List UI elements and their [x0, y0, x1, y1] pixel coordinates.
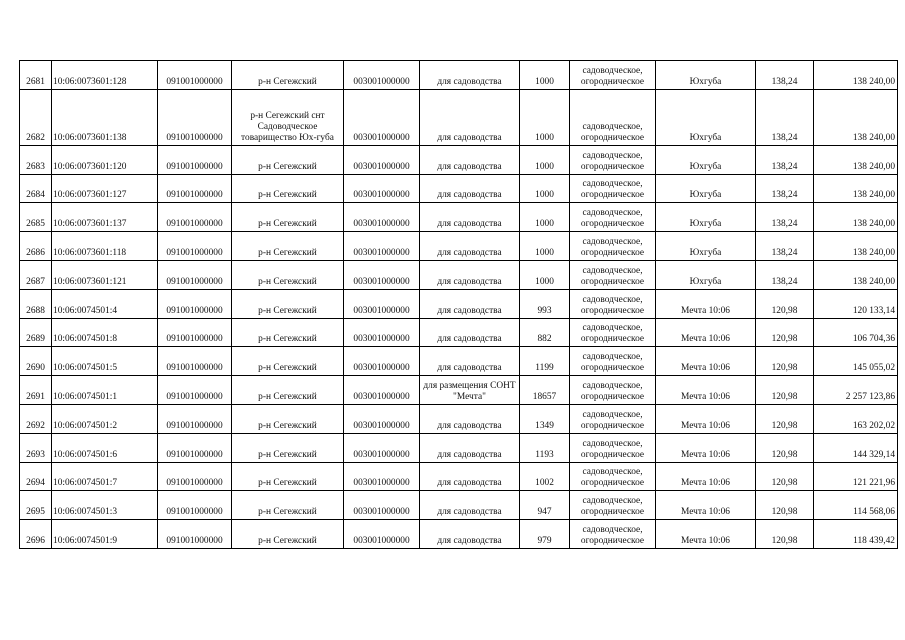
- cadastral-number-cell: 10:06:0073601:120: [52, 145, 158, 174]
- zone-name-cell: Мечта 10:06: [656, 289, 756, 318]
- row-number-cell: 2690: [20, 347, 52, 376]
- address-cell: р-н Сегежский: [232, 174, 344, 203]
- oktmo-cell: 091001000000: [158, 203, 232, 232]
- code-cell: 003001000000: [344, 520, 420, 549]
- category-cell: садоводческое, огородническое: [570, 289, 656, 318]
- specific-value-cell: 138,24: [756, 232, 814, 261]
- oktmo-cell: 091001000000: [158, 260, 232, 289]
- address-cell: р-н Сегежский: [232, 520, 344, 549]
- cadastral-number-cell: 10:06:0073601:128: [52, 61, 158, 90]
- table-row: [20, 376, 898, 405]
- area-cell: 1000: [520, 260, 570, 289]
- cadastral-value-cell: 138 240,00: [814, 145, 898, 174]
- row-number-cell: 2694: [20, 462, 52, 491]
- specific-value-cell: 120,98: [756, 520, 814, 549]
- table-row: [20, 462, 898, 491]
- zone-name-cell: Юхгуба: [656, 260, 756, 289]
- row-number-cell: 2693: [20, 433, 52, 462]
- row-number-cell: 2682: [20, 89, 52, 145]
- address-cell: р-н Сегежский: [232, 203, 344, 232]
- oktmo-cell: 091001000000: [158, 520, 232, 549]
- cadastral-value-cell: 106 704,36: [814, 318, 898, 347]
- oktmo-cell: 091001000000: [158, 462, 232, 491]
- permitted-use-cell: для садоводства: [420, 232, 520, 261]
- row-number-cell: 2691: [20, 376, 52, 405]
- permitted-use-cell: для садоводства: [420, 174, 520, 203]
- row-number-cell: 2692: [20, 404, 52, 433]
- code-cell: 003001000000: [344, 433, 420, 462]
- oktmo-cell: 091001000000: [158, 289, 232, 318]
- permitted-use-cell: для садоводства: [420, 61, 520, 90]
- permitted-use-cell: для садоводства: [420, 491, 520, 520]
- code-cell: 003001000000: [344, 318, 420, 347]
- area-cell: 1349: [520, 404, 570, 433]
- area-cell: 947: [520, 491, 570, 520]
- oktmo-cell: 091001000000: [158, 491, 232, 520]
- code-cell: 003001000000: [344, 145, 420, 174]
- area-cell: 1000: [520, 61, 570, 90]
- area-cell: 1002: [520, 462, 570, 491]
- code-cell: 003001000000: [344, 462, 420, 491]
- cadastral-number-cell: 10:06:0073601:127: [52, 174, 158, 203]
- cadastral-value-cell: 138 240,00: [814, 232, 898, 261]
- area-cell: 993: [520, 289, 570, 318]
- cadastral-number-cell: 10:06:0074501:5: [52, 347, 158, 376]
- zone-name-cell: Юхгуба: [656, 145, 756, 174]
- category-cell: садоводческое, огородническое: [570, 433, 656, 462]
- permitted-use-cell: для садоводства: [420, 89, 520, 145]
- specific-value-cell: 138,24: [756, 61, 814, 90]
- table-row: [20, 89, 898, 145]
- category-cell: садоводческое, огородническое: [570, 145, 656, 174]
- address-cell: р-н Сегежский: [232, 347, 344, 376]
- table-row: [20, 145, 898, 174]
- zone-name-cell: Мечта 10:06: [656, 462, 756, 491]
- category-cell: садоводческое, огородническое: [570, 376, 656, 405]
- row-number-cell: 2683: [20, 145, 52, 174]
- oktmo-cell: 091001000000: [158, 376, 232, 405]
- specific-value-cell: 120,98: [756, 462, 814, 491]
- area-cell: 18657: [520, 376, 570, 405]
- code-cell: 003001000000: [344, 203, 420, 232]
- table-row: [20, 318, 898, 347]
- cadastral-value-cell: 138 240,00: [814, 203, 898, 232]
- zone-name-cell: Мечта 10:06: [656, 318, 756, 347]
- row-number-cell: 2681: [20, 61, 52, 90]
- category-cell: садоводческое, огородническое: [570, 89, 656, 145]
- row-number-cell: 2684: [20, 174, 52, 203]
- address-cell: р-н Сегежский: [232, 404, 344, 433]
- permitted-use-cell: для садоводства: [420, 318, 520, 347]
- permitted-use-cell: для садоводства: [420, 145, 520, 174]
- address-cell: р-н Сегежский: [232, 433, 344, 462]
- cadastral-number-cell: 10:06:0074501:9: [52, 520, 158, 549]
- zone-name-cell: Мечта 10:06: [656, 520, 756, 549]
- table-row: [20, 433, 898, 462]
- cadastral-number-cell: 10:06:0074501:7: [52, 462, 158, 491]
- table-body: [20, 61, 898, 549]
- table-row: [20, 520, 898, 549]
- cadastral-value-cell: 145 055,02: [814, 347, 898, 376]
- zone-name-cell: Юхгуба: [656, 89, 756, 145]
- area-cell: 1000: [520, 203, 570, 232]
- cadastral-value-cell: 121 221,96: [814, 462, 898, 491]
- code-cell: 003001000000: [344, 491, 420, 520]
- specific-value-cell: 120,98: [756, 347, 814, 376]
- table-row: [20, 289, 898, 318]
- zone-name-cell: Мечта 10:06: [656, 404, 756, 433]
- area-cell: 1199: [520, 347, 570, 376]
- permitted-use-cell: для садоводства: [420, 462, 520, 491]
- oktmo-cell: 091001000000: [158, 433, 232, 462]
- zone-name-cell: Мечта 10:06: [656, 433, 756, 462]
- category-cell: садоводческое, огородническое: [570, 404, 656, 433]
- zone-name-cell: Юхгуба: [656, 174, 756, 203]
- permitted-use-cell: для садоводства: [420, 203, 520, 232]
- zone-name-cell: Мечта 10:06: [656, 491, 756, 520]
- cadastral-value-cell: 2 257 123,86: [814, 376, 898, 405]
- table-row: [20, 347, 898, 376]
- permitted-use-cell: для садоводства: [420, 520, 520, 549]
- specific-value-cell: 120,98: [756, 289, 814, 318]
- code-cell: 003001000000: [344, 347, 420, 376]
- area-cell: 979: [520, 520, 570, 549]
- cadastral-value-cell: 163 202,02: [814, 404, 898, 433]
- address-cell: р-н Сегежский: [232, 376, 344, 405]
- address-cell: р-н Сегежский: [232, 232, 344, 261]
- specific-value-cell: 138,24: [756, 260, 814, 289]
- area-cell: 1000: [520, 174, 570, 203]
- cadastral-number-cell: 10:06:0074501:4: [52, 289, 158, 318]
- cadastral-number-cell: 10:06:0073601:138: [52, 89, 158, 145]
- cadastral-number-cell: 10:06:0074501:3: [52, 491, 158, 520]
- area-cell: 1193: [520, 433, 570, 462]
- cadastral-number-cell: 10:06:0074501:8: [52, 318, 158, 347]
- oktmo-cell: 091001000000: [158, 347, 232, 376]
- specific-value-cell: 120,98: [756, 433, 814, 462]
- land-valuation-table: [19, 60, 898, 549]
- row-number-cell: 2685: [20, 203, 52, 232]
- row-number-cell: 2687: [20, 260, 52, 289]
- address-cell: р-н Сегежский: [232, 462, 344, 491]
- permitted-use-cell: для садоводства: [420, 433, 520, 462]
- category-cell: садоводческое, огородническое: [570, 318, 656, 347]
- specific-value-cell: 120,98: [756, 318, 814, 347]
- category-cell: садоводческое, огородническое: [570, 491, 656, 520]
- code-cell: 003001000000: [344, 260, 420, 289]
- category-cell: садоводческое, огородническое: [570, 61, 656, 90]
- zone-name-cell: Мечта 10:06: [656, 376, 756, 405]
- cadastral-number-cell: 10:06:0073601:137: [52, 203, 158, 232]
- cadastral-number-cell: 10:06:0074501:6: [52, 433, 158, 462]
- code-cell: 003001000000: [344, 174, 420, 203]
- permitted-use-cell: для размещения СОНТ "Мечта": [420, 376, 520, 405]
- category-cell: садоводческое, огородническое: [570, 260, 656, 289]
- permitted-use-cell: для садоводства: [420, 404, 520, 433]
- table-row: [20, 404, 898, 433]
- area-cell: 1000: [520, 145, 570, 174]
- row-number-cell: 2689: [20, 318, 52, 347]
- cadastral-value-cell: 138 240,00: [814, 174, 898, 203]
- address-cell: р-н Сегежский: [232, 145, 344, 174]
- table-row: [20, 203, 898, 232]
- oktmo-cell: 091001000000: [158, 318, 232, 347]
- zone-name-cell: Мечта 10:06: [656, 347, 756, 376]
- cadastral-number-cell: 10:06:0073601:118: [52, 232, 158, 261]
- cadastral-value-cell: 120 133,14: [814, 289, 898, 318]
- area-cell: 1000: [520, 232, 570, 261]
- specific-value-cell: 120,98: [756, 376, 814, 405]
- code-cell: 003001000000: [344, 89, 420, 145]
- address-cell: р-н Сегежский: [232, 491, 344, 520]
- address-cell: р-н Сегежский: [232, 289, 344, 318]
- zone-name-cell: Юхгуба: [656, 203, 756, 232]
- row-number-cell: 2688: [20, 289, 52, 318]
- permitted-use-cell: для садоводства: [420, 347, 520, 376]
- cadastral-number-cell: 10:06:0074501:2: [52, 404, 158, 433]
- category-cell: садоводческое, огородническое: [570, 232, 656, 261]
- oktmo-cell: 091001000000: [158, 174, 232, 203]
- cadastral-value-cell: 114 568,06: [814, 491, 898, 520]
- permitted-use-cell: для садоводства: [420, 260, 520, 289]
- specific-value-cell: 138,24: [756, 174, 814, 203]
- table-row: [20, 491, 898, 520]
- oktmo-cell: 091001000000: [158, 232, 232, 261]
- oktmo-cell: 091001000000: [158, 404, 232, 433]
- category-cell: садоводческое, огородническое: [570, 174, 656, 203]
- cadastral-number-cell: 10:06:0073601:121: [52, 260, 158, 289]
- cadastral-value-cell: 118 439,42: [814, 520, 898, 549]
- document-sheet: [19, 60, 898, 549]
- cadastral-value-cell: 138 240,00: [814, 61, 898, 90]
- code-cell: 003001000000: [344, 232, 420, 261]
- address-cell: р-н Сегежский: [232, 318, 344, 347]
- specific-value-cell: 138,24: [756, 203, 814, 232]
- table-row: [20, 174, 898, 203]
- row-number-cell: 2686: [20, 232, 52, 261]
- category-cell: садоводческое, огородническое: [570, 347, 656, 376]
- table-row: [20, 232, 898, 261]
- row-number-cell: 2696: [20, 520, 52, 549]
- category-cell: садоводческое, огородническое: [570, 462, 656, 491]
- code-cell: 003001000000: [344, 376, 420, 405]
- address-cell: р-н Сегежский снт Садоводческое товарищество Юх-губа: [232, 89, 344, 145]
- category-cell: садоводческое, огородническое: [570, 203, 656, 232]
- specific-value-cell: 120,98: [756, 404, 814, 433]
- category-cell: садоводческое, огородническое: [570, 520, 656, 549]
- permitted-use-cell: для садоводства: [420, 289, 520, 318]
- code-cell: 003001000000: [344, 404, 420, 433]
- oktmo-cell: 091001000000: [158, 61, 232, 90]
- cadastral-value-cell: 144 329,14: [814, 433, 898, 462]
- specific-value-cell: 138,24: [756, 145, 814, 174]
- cadastral-number-cell: 10:06:0074501:1: [52, 376, 158, 405]
- table-row: [20, 260, 898, 289]
- specific-value-cell: 138,24: [756, 89, 814, 145]
- zone-name-cell: Юхгуба: [656, 61, 756, 90]
- row-number-cell: 2695: [20, 491, 52, 520]
- address-cell: р-н Сегежский: [232, 61, 344, 90]
- address-cell: р-н Сегежский: [232, 260, 344, 289]
- zone-name-cell: Юхгуба: [656, 232, 756, 261]
- area-cell: 1000: [520, 89, 570, 145]
- code-cell: 003001000000: [344, 61, 420, 90]
- specific-value-cell: 120,98: [756, 491, 814, 520]
- cadastral-value-cell: 138 240,00: [814, 260, 898, 289]
- cadastral-value-cell: 138 240,00: [814, 89, 898, 145]
- code-cell: 003001000000: [344, 289, 420, 318]
- table-row: [20, 61, 898, 90]
- oktmo-cell: 091001000000: [158, 89, 232, 145]
- area-cell: 882: [520, 318, 570, 347]
- oktmo-cell: 091001000000: [158, 145, 232, 174]
